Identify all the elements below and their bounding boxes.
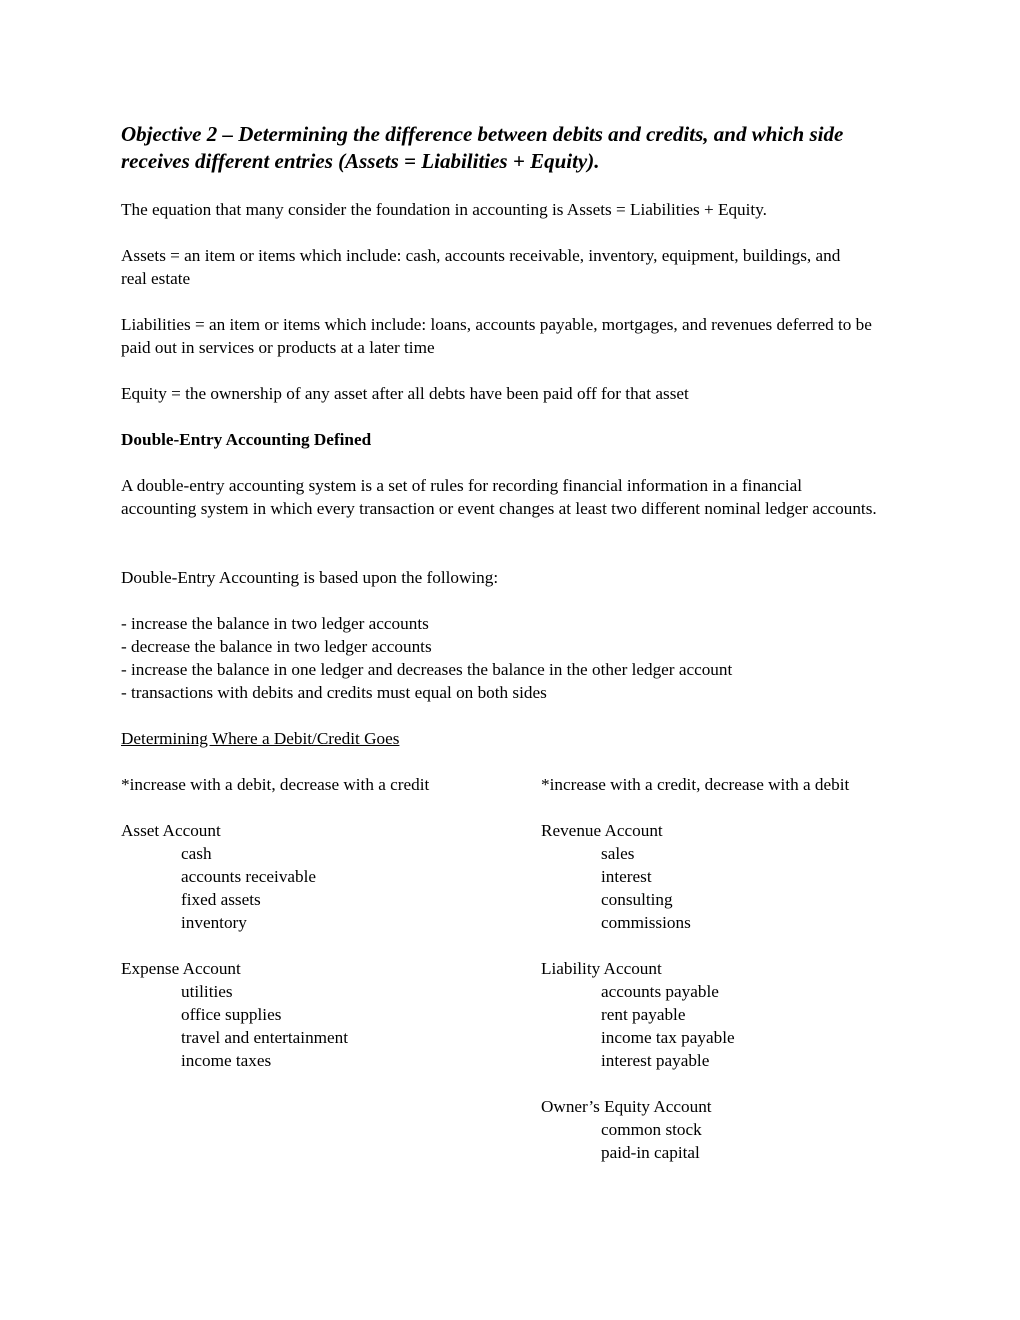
group-name: Liability Account bbox=[541, 959, 662, 978]
right-column bbox=[541, 773, 849, 796]
list-item: - decrease the balance in two ledger accounts bbox=[121, 637, 432, 656]
group-item: travel and entertainment bbox=[181, 1028, 349, 1047]
group-item: common stock bbox=[601, 1120, 702, 1139]
group-item: interest bbox=[601, 867, 652, 886]
list-item: - transactions with debits and credits must equal on both sides bbox=[121, 683, 547, 702]
right-rule: *increase with a credit, decrease with a debit bbox=[541, 775, 850, 794]
group-name: Expense Account bbox=[121, 959, 241, 978]
group-name: Revenue Account bbox=[541, 821, 663, 840]
group-item: consulting bbox=[601, 890, 673, 909]
revenue-account-group bbox=[541, 819, 691, 934]
section-heading: Determining Where a Debit/Credit Goes bbox=[121, 729, 400, 748]
group-name: Asset Account bbox=[121, 821, 221, 840]
liability-account-group bbox=[541, 957, 735, 1072]
list-item: - increase the balance in one ledger and decreases the balance in the other ledger account bbox=[121, 660, 733, 679]
group-item: income tax payable bbox=[601, 1028, 735, 1047]
expense-account-group bbox=[121, 957, 348, 1072]
double-entry-definition: A double-entry accounting system is a set of rules for recording financial information in a financial accounting system in which every transaction or event changes at least two different nominal ledger accounts. bbox=[121, 476, 877, 518]
group-item: fixed assets bbox=[181, 890, 261, 909]
group-item: accounts payable bbox=[601, 982, 719, 1001]
equity-paragraph: Equity = the ownership of any asset after all debts have been paid off for that asset bbox=[121, 384, 689, 403]
group-item: cash bbox=[181, 844, 212, 863]
group-item: income taxes bbox=[181, 1051, 272, 1070]
group-item: utilities bbox=[181, 982, 233, 1001]
double-entry-heading: Double-Entry Accounting Defined bbox=[121, 430, 372, 449]
group-item: inventory bbox=[181, 913, 247, 932]
group-item: rent payable bbox=[601, 1005, 686, 1024]
equation-paragraph: The equation that many consider the foundation in accounting is Assets = Liabilities + Equity. bbox=[121, 200, 767, 219]
left-rule: *increase with a debit, decrease with a credit bbox=[121, 775, 430, 794]
asset-account-group bbox=[121, 819, 316, 934]
list-item: - increase the balance in two ledger accounts bbox=[121, 614, 429, 633]
assets-paragraph: Assets = an item or items which include: cash, accounts receivable, inventory, equipment, buildings, and real estate bbox=[121, 246, 841, 288]
left-column bbox=[121, 773, 429, 796]
objective-title: Objective 2 – Determining the difference between debits and credits, and which side receives different entries (Assets = Liabilities + Equity). bbox=[121, 122, 844, 173]
group-item: office supplies bbox=[181, 1005, 282, 1024]
owners-equity-account-group bbox=[541, 1095, 712, 1164]
group-item: accounts receivable bbox=[181, 867, 317, 886]
group-item: commissions bbox=[601, 913, 691, 932]
group-item: interest payable bbox=[601, 1051, 710, 1070]
bullet-list bbox=[121, 612, 911, 704]
liabilities-paragraph: Liabilities = an item or items which include: loans, accounts payable, mortgages, and revenues deferred to be paid out in services or products at a later time bbox=[121, 315, 872, 357]
group-item: sales bbox=[601, 844, 635, 863]
group-name: Owner’s Equity Account bbox=[541, 1097, 712, 1116]
group-item: paid-in capital bbox=[601, 1143, 700, 1162]
based-upon-paragraph: Double-Entry Accounting is based upon the following: bbox=[121, 568, 499, 587]
